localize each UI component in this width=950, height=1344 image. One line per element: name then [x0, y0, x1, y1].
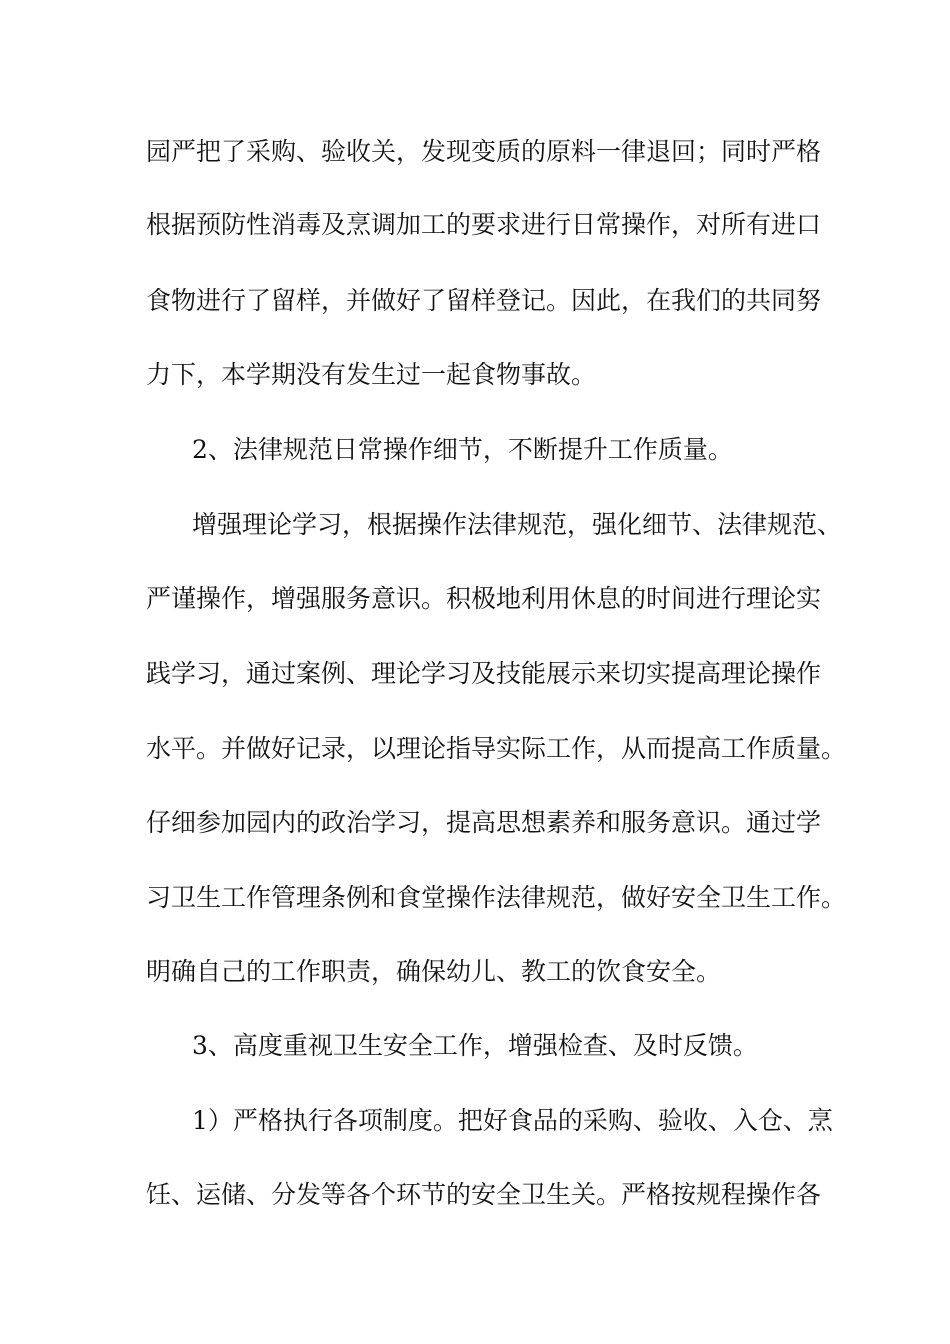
text-line: 力下，本学期没有发生过一起食物事故。 [146, 360, 597, 389]
text-line: 仔细参加园内的政治学习，提高思想素养和服务意识。通过学 [146, 808, 822, 837]
text-line: 明确自己的工作职责，确保幼儿、教工的饮食安全。 [146, 957, 722, 986]
text-line: 食物进行了留样，并做好了留样登记。因此，在我们的共同努 [146, 286, 822, 315]
text-line: 严谨操作，增强服务意识。积极地利用休息的时间进行理论实 [146, 584, 822, 613]
section-heading: 2、法律规范日常操作细节，不断提升工作质量。 [192, 435, 733, 464]
text-line: 1）严格执行各项制度。把好食品的采购、验收、入仓、烹 [192, 1106, 833, 1135]
text-line: 饪、运储、分发等各个环节的安全卫生关。严格按规程操作各 [146, 1180, 822, 1209]
text-line: 践学习，通过案例、理论学习及技能展示来切实提高理论操作 [146, 659, 822, 688]
text-line: 习卫生工作管理条例和食堂操作法律规范，做好安全卫生工作。 [146, 883, 847, 912]
text-line: 园严把了采购、验收关，发现变质的原料一律退回；同时严格 [146, 137, 822, 166]
text-line: 增强理论学习，根据操作法律规范，强化细节、法律规范、 [192, 510, 843, 539]
section-heading: 3、高度重视卫生安全工作，增强检查、及时反馈。 [192, 1031, 758, 1060]
text-line: 水平。并做好记录，以理论指导实际工作，从而提高工作质量。 [146, 734, 847, 763]
text-line: 根据预防性消毒及烹调加工的要求进行日常操作，对所有进口 [146, 210, 822, 239]
